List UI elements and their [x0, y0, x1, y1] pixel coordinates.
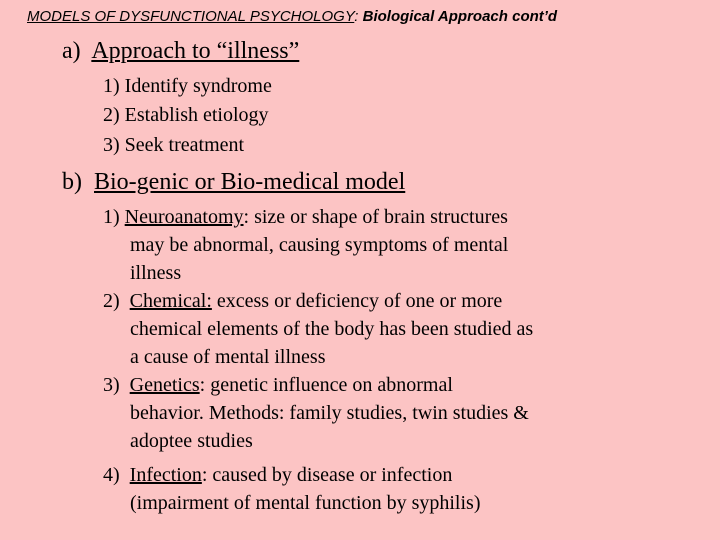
item-term: Chemical:: [129, 290, 212, 312]
item-number: 2): [103, 290, 120, 312]
item-term: Infection: [129, 464, 202, 486]
item-term: Genetics: [129, 374, 200, 396]
section-a-item: 1) Identify syndrome: [103, 75, 272, 97]
item-text: : caused by disease or infection: [201, 464, 453, 486]
header-colon: :: [354, 8, 359, 25]
header-subtitle: Biological Approach cont’d: [362, 8, 558, 25]
section-b-title: Bio-genic or Bio-medical model: [94, 169, 406, 195]
item-continuation: behavior. Methods: family studies, twin studies &: [130, 402, 529, 424]
section-b-item-3: [103, 371, 453, 399]
item-number: 1): [103, 206, 120, 228]
item-continuation: (impairment of mental function by syphilis): [130, 492, 481, 514]
item-continuation: may be abnormal, causing symptoms of mental: [130, 234, 509, 256]
item-number: 3): [103, 374, 120, 396]
section-b-item-4: [103, 461, 452, 489]
section-b-heading: [62, 169, 405, 196]
item-term: Neuroanatomy: [124, 206, 244, 228]
section-a-heading: [62, 38, 299, 65]
section-a-marker: a): [62, 38, 81, 64]
item-continuation: a cause of mental illness: [130, 346, 326, 368]
section-a-title: Approach to “illness”: [91, 38, 300, 64]
section-a-item: 2) Establish etiology: [103, 104, 269, 126]
item-text: : genetic influence on abnormal: [199, 374, 453, 396]
section-b-item-1: [103, 203, 508, 231]
item-continuation: chemical elements of the body has been studied as: [130, 318, 534, 340]
item-text: excess or deficiency of one or more: [211, 290, 503, 312]
header-title: MODELS OF DYSFUNCTIONAL PSYCHOLOGY: [27, 8, 355, 25]
slide-header: [27, 8, 557, 25]
item-number: 4): [103, 464, 120, 486]
item-continuation: illness: [130, 262, 182, 284]
section-b-marker: b): [62, 169, 82, 195]
item-continuation: adoptee studies: [130, 430, 253, 452]
section-b-item-2: [103, 287, 502, 315]
item-text: : size or shape of brain structures: [243, 206, 508, 228]
section-a-item: 3) Seek treatment: [103, 134, 245, 156]
